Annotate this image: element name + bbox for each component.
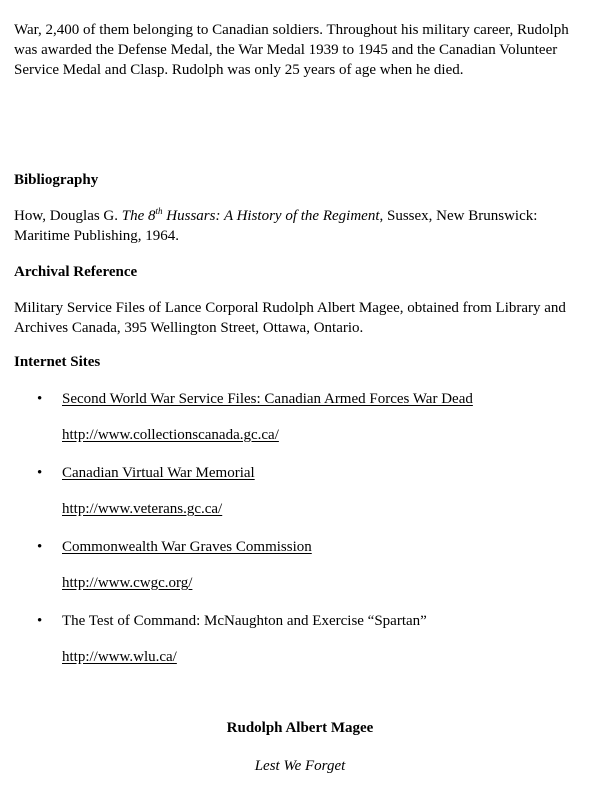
bibliography-book-title: The 8th Hussars: A History of the Regiment — [121, 206, 380, 224]
bullet-icon: • — [37, 391, 43, 407]
bullet-icon: • — [37, 539, 43, 555]
site-url-link[interactable]: http://www.wlu.ca/ — [62, 649, 177, 665]
site-title-link[interactable]: Second World War Service Files: Canadian Armed Forces War Dead — [62, 391, 473, 407]
site-title: The Test of Command: McNaughton and Exercise “Spartan” — [62, 613, 427, 629]
archival-entry: Military Service Files of Lance Corporal Rudolph Albert Magee, obtained from Library and Archives Canada, 395 Wellington Street, Ottawa, Ontario. — [14, 300, 566, 336]
bullet-icon: • — [37, 465, 43, 481]
site-url-link[interactable]: http://www.veterans.gc.ca/ — [62, 501, 223, 517]
site-url-link[interactable]: http://www.collectionscanada.gc.ca/ — [62, 427, 279, 443]
memorial-name: Rudolph Albert Magee — [226, 720, 374, 736]
site-url-link[interactable]: http://www.cwgc.org/ — [62, 575, 193, 591]
internet-heading: Internet Sites — [14, 354, 101, 370]
bibliography-author: How, Douglas G. — [14, 208, 122, 224]
intro-paragraph: War, 2,400 of them belonging to Canadian soldiers. Throughout his military career, Rudolph was awarded the Defense Medal, the War Medal 1939 to 1945 and the Canadian Volunteer Service Medal and Clasp. Rudolph was only 25 years of age when he died. — [14, 22, 569, 78]
bullet-icon: • — [37, 613, 43, 629]
archival-heading: Archival Reference — [14, 264, 138, 280]
memorial-motto: Lest We Forget — [254, 758, 346, 774]
site-title-link[interactable]: Canadian Virtual War Memorial — [62, 465, 255, 481]
bibliography-publication: , Sussex, New Brunswick: Maritime Publishing, 1964. — [14, 208, 538, 244]
bibliography-heading: Bibliography — [14, 172, 99, 188]
bibliography-entry — [14, 206, 589, 246]
site-title-link[interactable]: Commonwealth War Graves Commission — [62, 539, 312, 555]
